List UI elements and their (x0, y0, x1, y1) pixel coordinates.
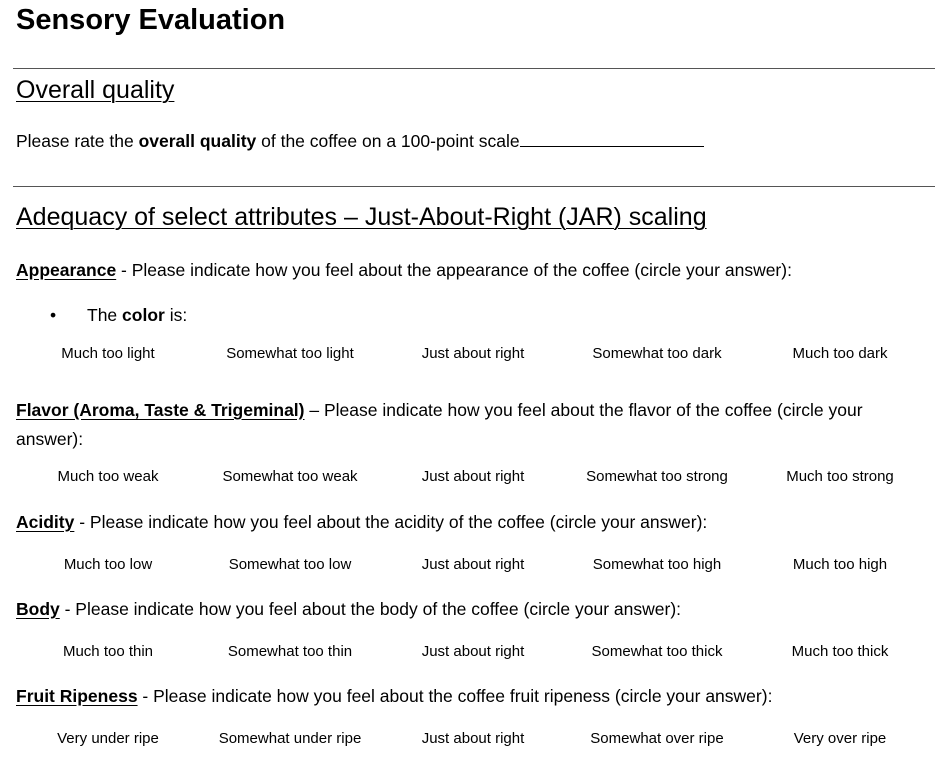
acidity-question (16, 508, 707, 537)
question-text: - Please indicate how you feel about the acidity of the coffee (circle your answer): (74, 512, 708, 532)
question-text: - Please indicate how you feel about the coffee fruit ripeness (circle your answer): (137, 686, 773, 706)
scale-option[interactable]: Somewhat too thick (591, 643, 723, 660)
scale-option[interactable]: Somewhat too weak (222, 468, 358, 485)
attribute-label: Appearance (16, 260, 117, 280)
scale-option[interactable]: Much too thick (791, 643, 889, 660)
prompt-bold-text: overall quality (138, 131, 257, 151)
jar-heading: Adequacy of select attributes – Just-About-Right (JAR) scaling (16, 203, 707, 231)
bullet-text: is: (164, 305, 188, 325)
overall-score-blank[interactable] (520, 131, 704, 147)
scale-option[interactable]: Just about right (421, 345, 525, 362)
scale-option[interactable]: Much too thin (62, 643, 154, 660)
color-bullet-item (50, 303, 187, 327)
ripeness-question (16, 682, 772, 711)
appearance-options (0, 342, 947, 366)
section-divider (13, 68, 935, 69)
scale-option[interactable]: Somewhat too light (226, 345, 354, 362)
bullet-text: The (87, 305, 123, 325)
body-question (16, 595, 681, 624)
question-text: - Please indicate how you feel about the body of the coffee (circle your answer): (59, 599, 682, 619)
scale-option[interactable]: Somewhat too strong (586, 468, 728, 485)
scale-option[interactable]: Much too strong (786, 468, 894, 485)
acidity-options (0, 553, 947, 577)
scale-option[interactable]: Somewhat too low (228, 556, 352, 573)
scale-option[interactable]: Much too high (792, 556, 888, 573)
scale-option[interactable]: Much too low (63, 556, 153, 573)
bullet-icon: • (50, 305, 57, 325)
scale-option[interactable]: Somewhat over ripe (590, 730, 724, 747)
attribute-label: Body (16, 599, 60, 619)
document-title: Sensory Evaluation (16, 4, 286, 36)
scale-option[interactable]: Much too dark (792, 345, 888, 362)
flavor-options (0, 465, 947, 489)
scale-option[interactable]: Very over ripe (793, 730, 887, 747)
prompt-text: of the coffee on a 100-point scale (256, 131, 520, 151)
scale-option[interactable]: Somewhat too thin (227, 643, 353, 660)
scale-option[interactable]: Very under ripe (57, 730, 159, 747)
section-divider (13, 186, 935, 187)
overall-quality-prompt (16, 127, 704, 156)
bullet-bold-text: color (122, 305, 165, 325)
attribute-label: Flavor (Aroma, Taste & Trigeminal) (16, 400, 305, 420)
appearance-question (16, 256, 792, 285)
question-text: – Please indicate how you feel about the flavor of the coffee (circle your answer): (16, 400, 863, 449)
attribute-label: Acidity (16, 512, 75, 532)
ripeness-options (0, 727, 947, 751)
question-text: - Please indicate how you feel about the appearance of the coffee (circle your answer): (116, 260, 792, 280)
scale-option[interactable]: Somewhat too dark (592, 345, 722, 362)
scale-option[interactable]: Much too light (61, 345, 155, 362)
overall-quality-heading: Overall quality (16, 76, 175, 104)
scale-option[interactable]: Just about right (421, 468, 525, 485)
scale-option[interactable]: Somewhat too high (592, 556, 722, 573)
flavor-question (16, 396, 921, 454)
scale-option[interactable]: Much too weak (57, 468, 159, 485)
scale-option[interactable]: Just about right (421, 556, 525, 573)
scale-option[interactable]: Somewhat under ripe (218, 730, 362, 747)
prompt-text: Please rate the (16, 131, 139, 151)
body-options (0, 640, 947, 664)
attribute-label: Fruit Ripeness (16, 686, 138, 706)
scale-option[interactable]: Just about right (421, 643, 525, 660)
scale-option[interactable]: Just about right (421, 730, 525, 747)
